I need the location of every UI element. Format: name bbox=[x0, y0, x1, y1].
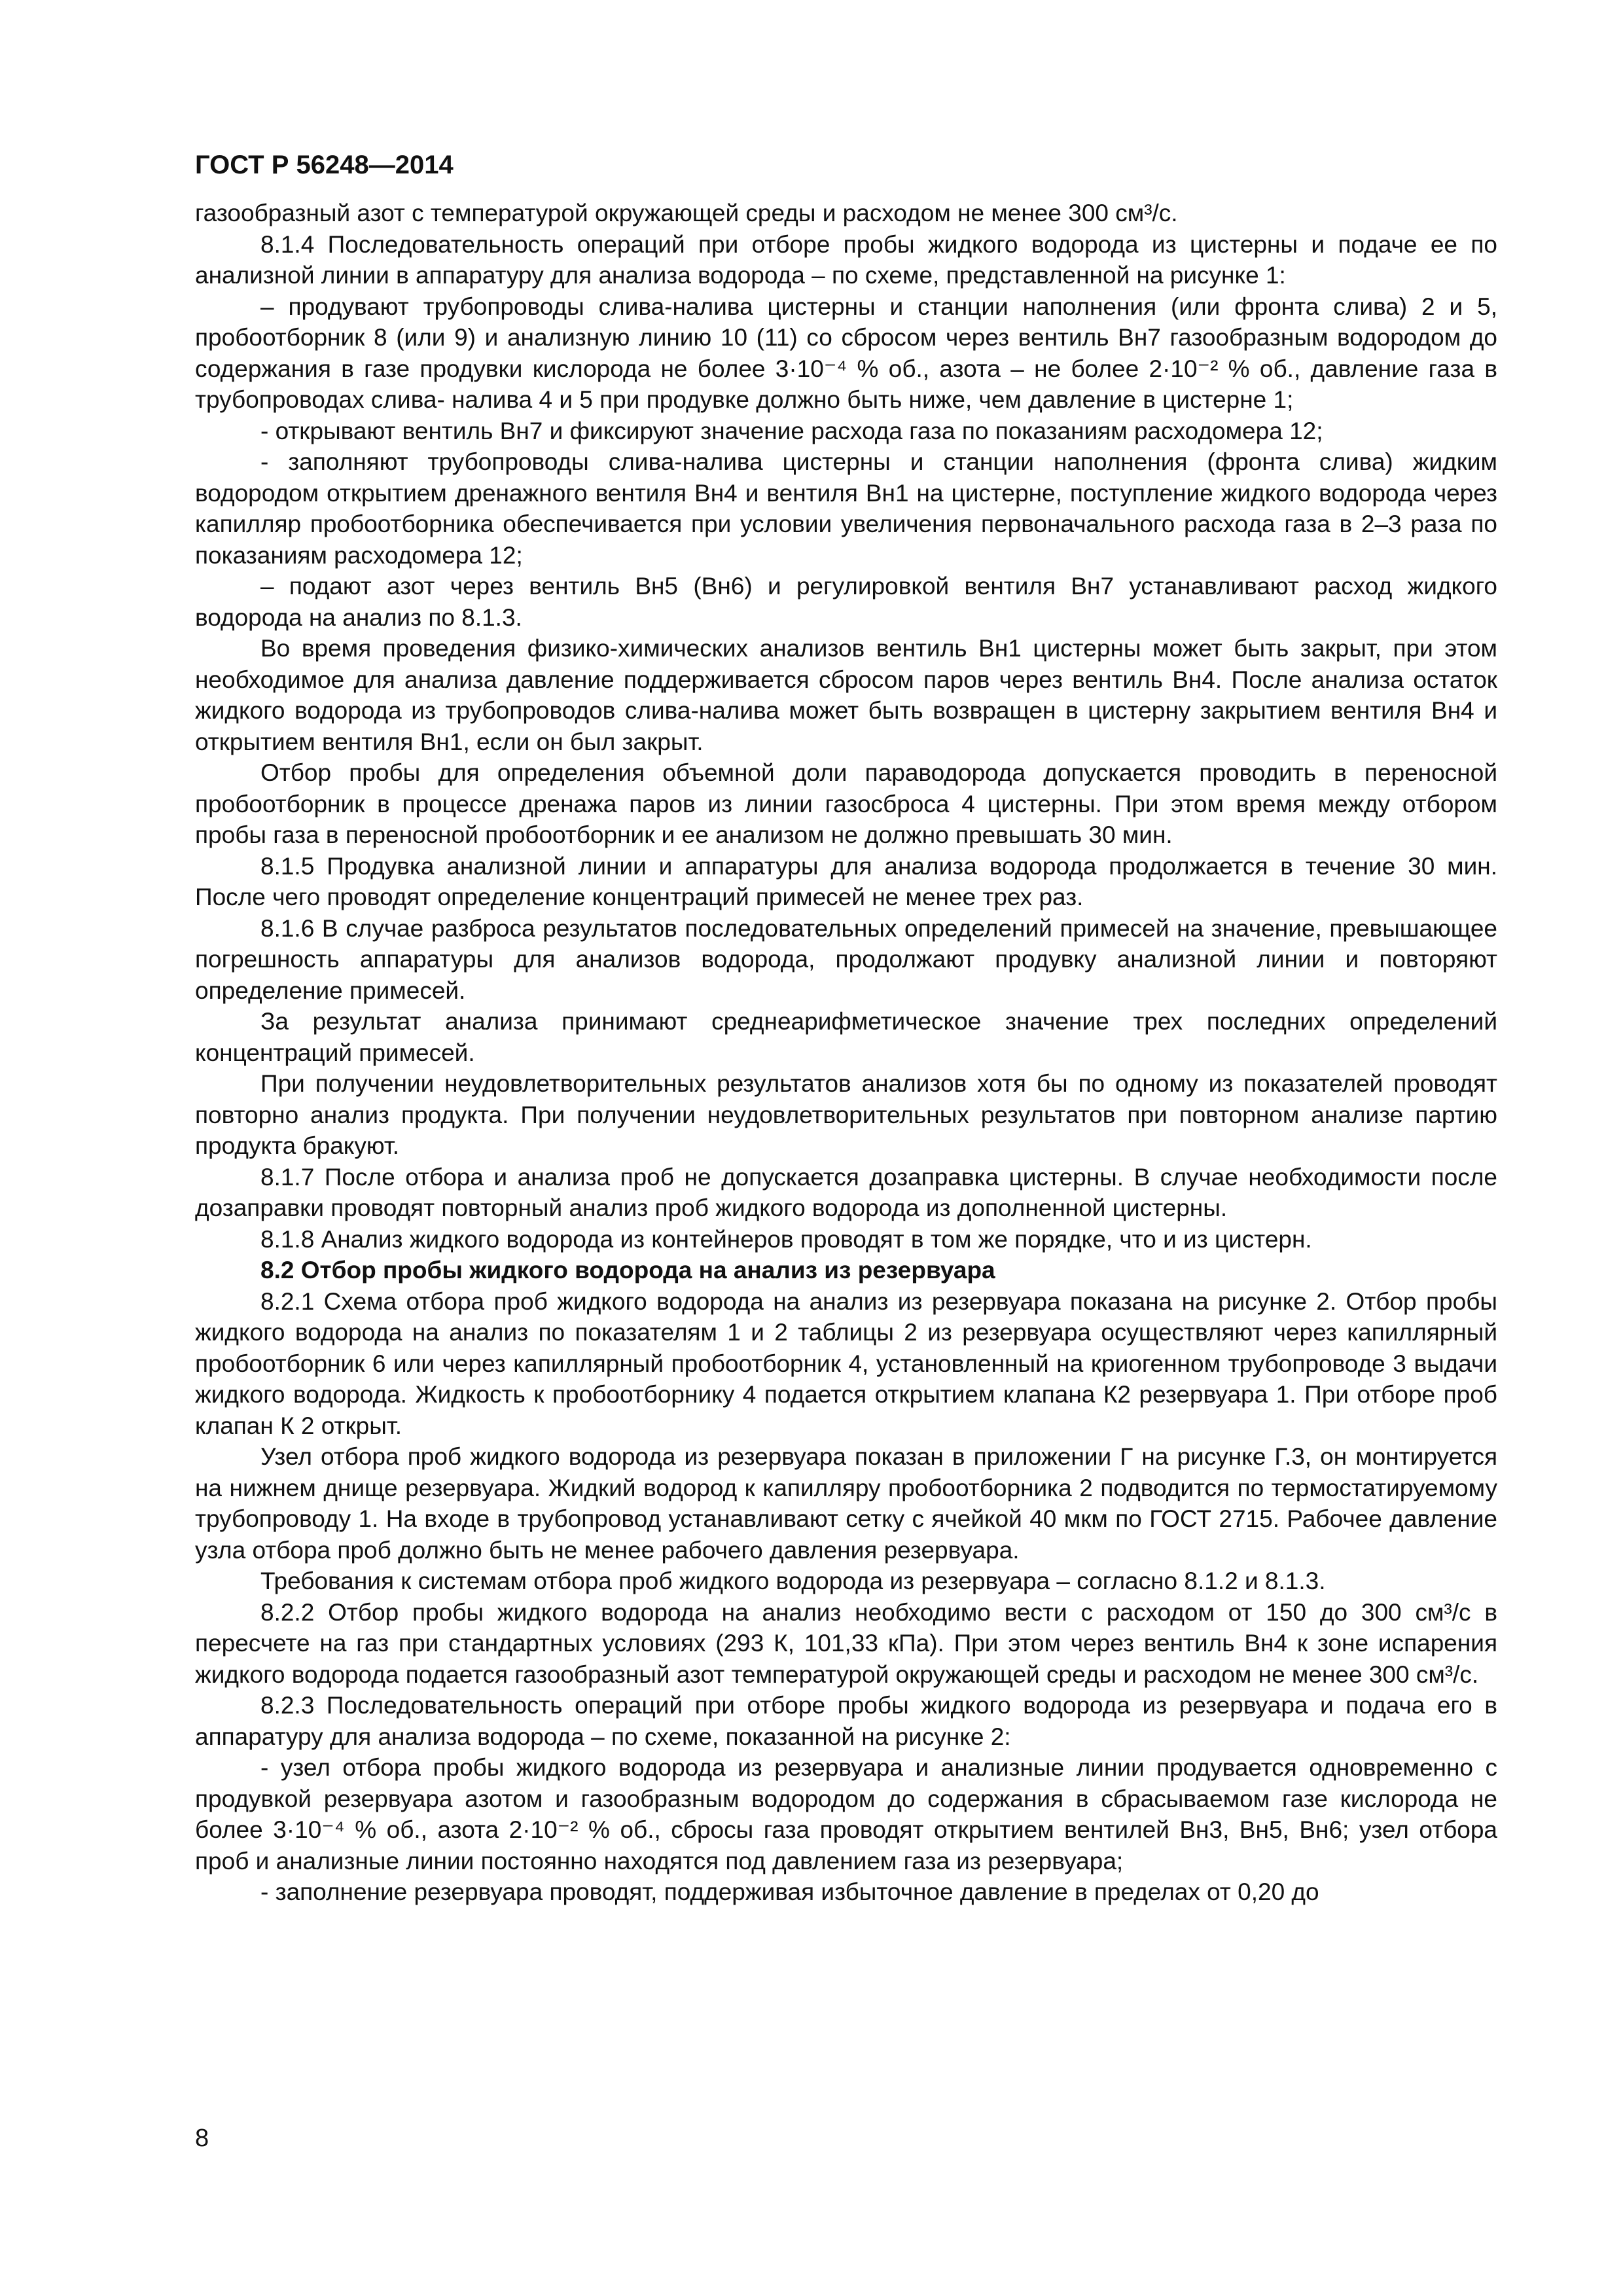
paragraph: Отбор пробы для определения объемной доли параводорода допускается проводить в переносной пробоотборник в процессе дренажа паров из линии газосброса 4 цистерны. При этом время между отбором пробы газа в переносной пробоотборник и ее анализом не должно превышать 30 мин. bbox=[195, 759, 1497, 848]
paragraph: газообразный азот с температурой окружающей среды и расходом не менее 300 см³/с. bbox=[195, 200, 1178, 226]
paragraph: Во время проведения физико-химических анализов вентиль Вн1 цистерны может быть закрыт, при этом необходимое для анализа давление поддерживается сбросом паров через вентиль Вн4. После анализа остаток жидкого водорода из трубопроводов слива-налива может быть возвращен в цистерну закрытием вентиля Вн4 и открытием вентиля Вн1, если он был закрыт. bbox=[195, 635, 1497, 755]
paragraph: – подают азот через вентиль Вн5 (Вн6) и регулировкой вентиля Вн7 устанавливают расход жидкого водорода на анализ по 8.1.3. bbox=[195, 573, 1497, 631]
paragraph: - узел отбора пробы жидкого водорода из резервуара и анализные линии продувается одновременно с продувкой резервуара азотом и газообразным водородом до содержания в сбрасываемом газе кислорода не более 3·10⁻⁴ % об., азота 2·10⁻² % об., сбросы газа проводят открытием вентилей Вн3, Вн5, Вн6; узел отбора проб и анализные линии постоянно находятся под давлением газа из резервуара; bbox=[195, 1754, 1497, 1874]
document-header: ГОСТ Р 56248—2014 bbox=[195, 151, 454, 179]
paragraph: 8.2.2 Отбор пробы жидкого водорода на анализ необходимо вести с расходом от 150 до 300 см³/с в пересчете на газ при стандартных условиях (293 К, 101,33 кПа). При этом через вентиль Вн4 к зоне испарения жидкого водорода подается газообразный азот температурой окружающей среды и расходом не менее 300 см³/с. bbox=[195, 1598, 1497, 1688]
paragraph: 8.2.3 Последовательность операций при отборе пробы жидкого водорода из резервуара и подача его в аппаратуру для анализа водорода – по схеме, показанной на рисунке 2: bbox=[195, 1692, 1497, 1750]
paragraph: За результат анализа принимают среднеарифметическое значение трех последних определений концентраций примесей. bbox=[195, 1008, 1497, 1066]
page-number: 8 bbox=[195, 2125, 209, 2152]
paragraph: Узел отбора проб жидкого водорода из резервуара показан в приложении Г на рисунке Г.3, он монтируется на нижнем днище резервуара. Жидкий водород к капилляру пробоотборника 2 подводится по термостатируемому трубопроводу 1. На входе в трубопровод устанавливают сетку с ячейкой 40 мкм по ГОСТ 2715. Рабочее давление узла отбора проб должно быть не менее рабочего давления резервуара. bbox=[195, 1443, 1497, 1564]
paragraph: При получении неудовлетворительных результатов анализов хотя бы по одному из показателей проводят повторно анализ продукта. При получении неудовлетворительных результатов при повторном анализе партию продукта бракуют. bbox=[195, 1070, 1497, 1159]
paragraph: Требования к системам отбора проб жидкого водорода из резервуара – согласно 8.1.2 и 8.1.3. bbox=[260, 1568, 1326, 1594]
paragraph: 8.1.6 В случае разброса результатов последовательных определений примесей на значение, превышающее погрешность аппаратуры для анализов водорода, продолжают продувку анализной линии и повторяют определение примесей. bbox=[195, 914, 1497, 1004]
paragraph: - открывают вентиль Вн7 и фиксируют значение расхода газа по показаниям расходомера 12; bbox=[260, 417, 1323, 444]
paragraph: – продувают трубопроводы слива-налива цистерны и станции наполнения (или фронта слива) 2 и 5, пробоотборник 8 (или 9) и анализную линию 10 (11) со сбросом через вентиль Вн7 газообразным водородом до содержания в газе продувки кислорода не более 3·10⁻⁴ % об., азота – не более 2·10⁻² % об., давление газа в трубопроводах слива- налива 4 и 5 при продувке должно быть ниже, чем давление в цистерне 1; bbox=[195, 293, 1497, 413]
paragraph: 8.1.7 После отбора и анализа проб не допускается дозаправка цистерны. В случае необходимости после дозаправки проводят повторный анализ проб жидкого водорода из дополненной цистерны. bbox=[195, 1163, 1497, 1221]
paragraph: - заполнение резервуара проводят, поддерживая избыточное давление в пределах от 0,20 до bbox=[260, 1878, 1319, 1905]
paragraph: 8.1.4 Последовательность операций при отборе пробы жидкого водорода из цистерны и подаче ее по анализной линии в аппаратуру для анализа водорода – по схеме, представленной на рисунке 1: bbox=[195, 230, 1497, 289]
paragraph: - заполняют трубопроводы слива-налива цистерны и станции наполнения (фронта слива) жидким водородом открытием дренажного вентиля Вн4 и вентиля Вн1 на цистерне, поступление жидкого водорода через капилляр пробоотборника обеспечивается при условии увеличения первоначального расхода газа в 2–3 раза по показаниям расходомера 12; bbox=[195, 448, 1497, 569]
section-heading: 8.2 Отбор пробы жидкого водорода на анализ из резервуара bbox=[260, 1257, 995, 1283]
document-body bbox=[195, 198, 1497, 1908]
paragraph: 8.1.8 Анализ жидкого водорода из контейнеров проводят в том же порядке, что и из цистерн. bbox=[260, 1225, 1312, 1253]
paragraph: 8.1.5 Продувка анализной линии и аппаратуры для анализа водорода продолжается в течение 30 мин. После чего проводят определение концентраций примесей не менее трех раз. bbox=[195, 852, 1497, 910]
paragraph: 8.2.1 Схема отбора проб жидкого водорода на анализ из резервуара показана на рисунке 2. Отбор пробы жидкого водорода на анализ по показателям 1 и 2 таблицы 2 из резервуара осуществляют через капиллярный пробоотборник 6 или через капиллярный пробоотборник 4, установленный на криогенном трубопроводе 3 выдачи жидкого водорода. Жидкость к пробоотборнику 4 подается открытием клапана К2 резервуара 1. При отборе проб клапан К 2 открыт. bbox=[195, 1287, 1497, 1439]
